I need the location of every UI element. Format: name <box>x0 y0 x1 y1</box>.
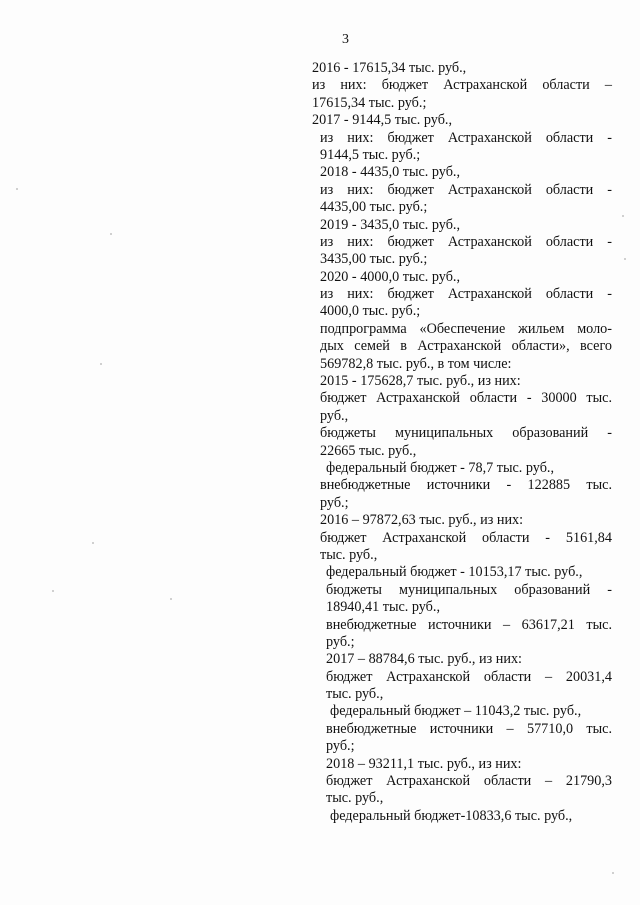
scan-speck <box>92 542 94 544</box>
text-line: бюджеты муниципальных образований - <box>320 425 612 442</box>
text-line: 22665 тыс. руб., <box>320 442 417 459</box>
text-line: 4000,0 тыс. руб.; <box>320 303 421 320</box>
text-line: внебюджетные источники – 57710,0 тыс. <box>326 720 612 737</box>
text-line: федеральный бюджет-10833,6 тыс. руб., <box>330 807 573 824</box>
text-line: бюджет Астраханской области – 21790,3 <box>326 773 612 790</box>
text-line: федеральный бюджет - 10153,17 тыс. руб., <box>326 564 583 581</box>
text-line: подпрограмма «Обеспечение жильем моло- <box>320 320 612 337</box>
text-line: 18940,41 тыс. руб., <box>326 599 440 616</box>
page-number: 3 <box>342 32 349 47</box>
scan-speck <box>16 188 18 190</box>
text-line: тыс. руб., <box>326 790 384 807</box>
text-line: из них: бюджет Астраханской области – <box>312 77 612 94</box>
text-line: внебюджетные источники - 122885 тыс. <box>320 477 612 494</box>
text-line: руб.; <box>326 633 355 650</box>
text-line: внебюджетные источники – 63617,21 тыс. <box>326 616 612 633</box>
text-line: 2018 – 93211,1 тыс. руб., из них: <box>326 755 522 772</box>
text-line: 9144,5 тыс. руб.; <box>320 146 421 163</box>
text-line: 3435,00 тыс. руб.; <box>320 251 428 268</box>
text-line: из них: бюджет Астраханской области - <box>320 286 612 303</box>
text-line: бюджет Астраханской области – 20031,4 <box>326 668 612 685</box>
text-line: федеральный бюджет – 11043,2 тыс. руб., <box>330 703 582 720</box>
scan-speck <box>52 590 54 592</box>
text-line: 2018 - 4435,0 тыс. руб., <box>320 164 461 181</box>
text-line: бюджеты муниципальных образований - <box>326 581 612 598</box>
text-line: бюджет Астраханской области - 5161,84 <box>320 529 612 546</box>
text-line: 569782,8 тыс. руб., в том числе: <box>320 355 512 372</box>
text-line: 17615,34 тыс. руб.; <box>312 94 427 111</box>
text-line: тыс. руб., <box>326 686 384 703</box>
text-line: руб.; <box>320 494 349 511</box>
text-line: из них: бюджет Астраханской области - <box>320 129 612 146</box>
text-line: 2017 - 9144,5 тыс. руб., <box>312 112 453 129</box>
text-line: тыс. руб., <box>320 546 378 563</box>
scan-speck <box>612 872 614 874</box>
text-line: 2020 - 4000,0 тыс. руб., <box>320 268 461 285</box>
text-line: 2015 - 175628,7 тыс. руб., из них: <box>320 373 521 390</box>
scan-speck <box>110 233 112 235</box>
scan-speck <box>170 598 172 600</box>
text-line: из них: бюджет Астраханской области - <box>320 181 612 198</box>
budget-text-column <box>312 60 612 825</box>
text-line: федеральный бюджет - 78,7 тыс. руб., <box>326 459 555 476</box>
text-line: руб., <box>320 407 349 424</box>
text-line: 2019 - 3435,0 тыс. руб., <box>320 216 461 233</box>
scan-speck <box>624 258 626 260</box>
text-line: 2017 – 88784,6 тыс. руб., из них: <box>326 651 522 668</box>
text-line: 4435,00 тыс. руб.; <box>320 199 428 216</box>
text-line: 2016 – 97872,63 тыс. руб., из них: <box>320 512 524 529</box>
text-line: 2016 - 17615,34 тыс. руб., <box>312 60 467 76</box>
scan-speck <box>622 215 624 217</box>
scan-speck <box>100 363 102 365</box>
text-line: из них: бюджет Астраханской области - <box>320 233 612 250</box>
text-line: руб.; <box>326 738 355 755</box>
text-line: бюджет Астраханской области - 30000 тыс. <box>320 390 612 407</box>
text-line: дых семей в Астраханской области», всего <box>320 338 612 355</box>
